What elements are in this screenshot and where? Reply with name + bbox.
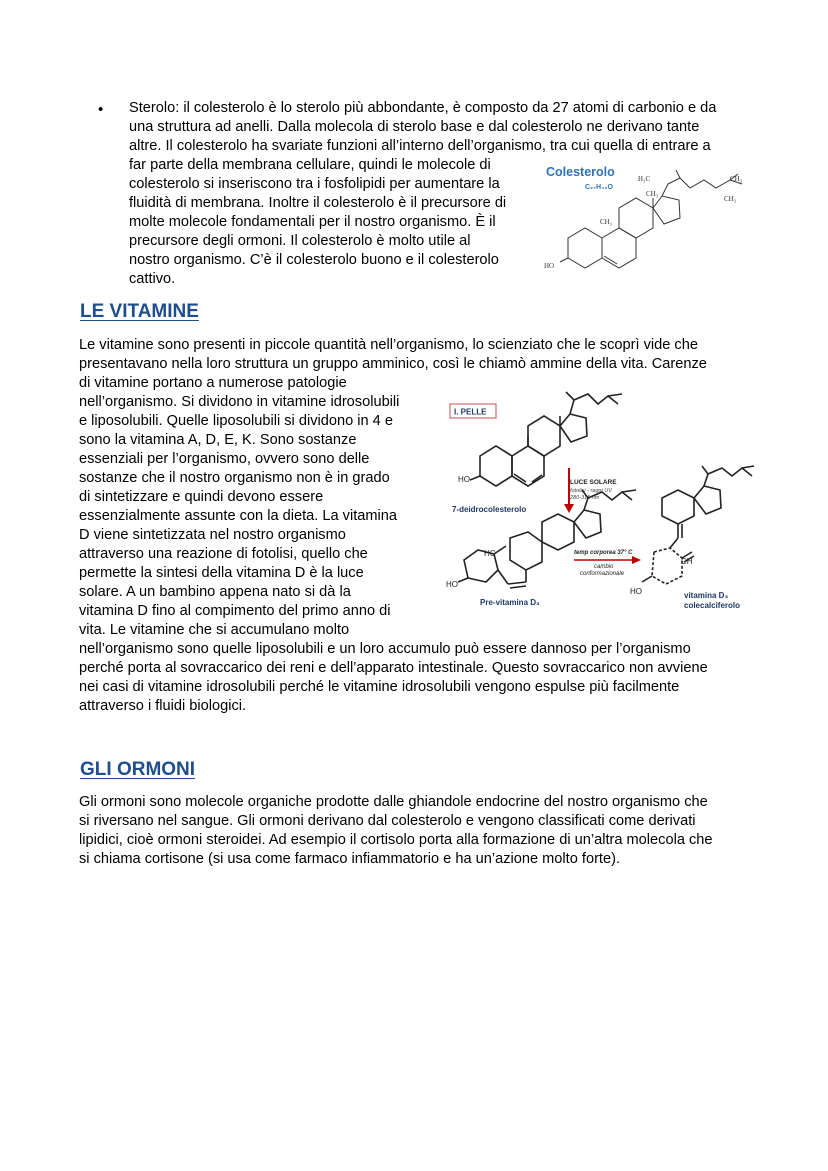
text-line: permette la sintesi della vitamina D è la luce [79, 565, 364, 581]
text-line: lipidici, cioè ormoni steroidei. Ad esempio il cortisolo porta alla formazione di un’altra molecola che [79, 832, 713, 848]
text-line: essenziali per l’organismo, ovvero sono delle [79, 451, 370, 467]
text-line: vitamina D fino al compimento del primo anno di [79, 603, 391, 619]
text-line: vita. Le vitamine che si accumulano molto [79, 622, 350, 638]
previtamin-label: Pre-vitamina D₃ [480, 598, 540, 607]
text-line: di sintetizzare e quindi devono essere [79, 489, 324, 505]
text-line: sostanze che il nostro organismo non è in grado [79, 470, 390, 486]
dehydrocholesterol-label: 7-deidrocolesterolo [452, 505, 527, 514]
text-line: nei casi di vitamine idrosolubili perché le vitamine idrosolubili vengono espulse più facilmente [79, 679, 680, 695]
text-line: precursore degli ormoni. Il colesterolo è molto utile al [129, 233, 471, 249]
text-line: D viene sintetizzata nel nostro organismo [79, 527, 346, 543]
range-label: 280-315 nm [570, 495, 600, 501]
ch-label: CH [681, 557, 693, 566]
section-heading-ormoni: GLI ORMONI [80, 759, 196, 780]
cambio-label: cambio [594, 564, 614, 570]
text-line: altre. Il colesterolo ha svariate funzioni all’interno dell’organismo, tra cui quella di entrare a [129, 138, 711, 154]
text-line: attraverso una reazione di fotolisi, quello che [79, 546, 368, 562]
text-line: perché porta al sovraccarico dei reni e dell’apparato intestinale. Questo sovraccarico non avviene [79, 660, 708, 676]
arrow-down-head [564, 504, 574, 513]
text-line: si chiama cortisone (si usa come farmaco infiammatorio e ha un’azione molto forte). [79, 851, 621, 867]
text-line: nell’organismo sono quelle liposolubili e un loro accumulo può essere dannoso per l’organismo [79, 641, 691, 657]
pelle-label: I. PELLE [454, 407, 487, 417]
cholesterol-structure-figure [538, 160, 758, 280]
conformazionale-label: conformazionale [580, 571, 625, 577]
luce-solare-label: LUCE SOLARE [570, 479, 617, 486]
bullet-marker: • [98, 101, 104, 118]
label-ch3-ring-b: CH₃ [600, 218, 613, 226]
label-ch3-ring-c: CH₃ [646, 190, 659, 198]
vitamin-d3-structure [642, 466, 754, 584]
label-ch3-right: CH₃ [730, 175, 743, 183]
text-line: colesterolo si inseriscono tra i fosfolipidi per aumentare la [129, 176, 500, 192]
text-line: molte molecole fondamentali per il nostro organismo. È il [129, 214, 496, 230]
ormoni-paragraph [79, 793, 713, 869]
label-ch3-lower: CH₃ [724, 195, 737, 203]
figure-title: Colesterolo [546, 165, 615, 179]
text-line: e liposolubili. Quelle liposolubili si dividono in 4 e [79, 413, 393, 429]
text-line: nell’organismo. Si dividono in vitamine idrosolubili [79, 394, 400, 410]
ho-label-3: HO [630, 587, 642, 596]
ho-label-2: HO [446, 580, 458, 589]
text-line: Le vitamine sono presenti in piccole quantità nell’organismo, lo scienziato che le scoprì vide che [79, 337, 698, 353]
text-line: essenzialmente assunte con la dieta. La vitamina [79, 508, 398, 524]
ho-label-1: HO [458, 475, 470, 484]
text-line: solare. A un bambino appena nato si dà la [79, 584, 351, 600]
label-ho: HO [544, 262, 555, 270]
text-line: Sterolo: il colesterolo è lo sterolo più abbondante, è composto da 27 atomi di carbonio e da [129, 100, 717, 116]
figure-formula: C₂₇H₄₆O [585, 184, 613, 191]
colecalciferolo-label: colecalciferolo [684, 601, 741, 610]
text-line: fluidità di membrana. Inoltre il colesterolo è il precursore di [129, 195, 507, 211]
text-line: sono la vitamina A, D, E, K. Sono sostanze [79, 432, 357, 448]
text-line: una struttura ad anelli. Dalla molecola di sterolo base e dal colesterolo ne derivano tante [129, 119, 700, 135]
arrow-right-head [632, 556, 641, 564]
text-line: far parte della membrana cellulare, quindi le molecole di [129, 157, 491, 173]
text-line: attraverso i fluidi biologici. [79, 698, 247, 714]
text-line: si riversano nel sangue. Gli ormoni derivano dal colesterolo e vengono classificati come derivati [79, 813, 696, 829]
hc-label: HC [484, 549, 496, 558]
vitamin-d-synthesis-figure [446, 386, 766, 618]
text-line: Gli ormoni sono molecole organiche prodotte dalle ghiandole endocrine del nostro organismo che [79, 794, 708, 810]
text-line: nostro organismo. C’è il colesterolo buono e il colesterolo [129, 252, 499, 268]
vitamin-d3-label: vitamina D₃ [684, 591, 729, 600]
section-heading-vitamine: LE VITAMINE [80, 301, 199, 322]
text-line: cattivo. [129, 271, 176, 287]
fotolisi-label: fotolisi - raggi UV [570, 488, 612, 494]
temp-label: temp corporea 37° C [574, 550, 633, 556]
label-h3c: H₃C [638, 175, 651, 183]
text-line: presentavano nella loro struttura un gruppo amminico, così le chiamò ammine della vita. Carenze [79, 356, 707, 372]
text-line: di vitamine portano a numerose patologie [79, 375, 347, 391]
